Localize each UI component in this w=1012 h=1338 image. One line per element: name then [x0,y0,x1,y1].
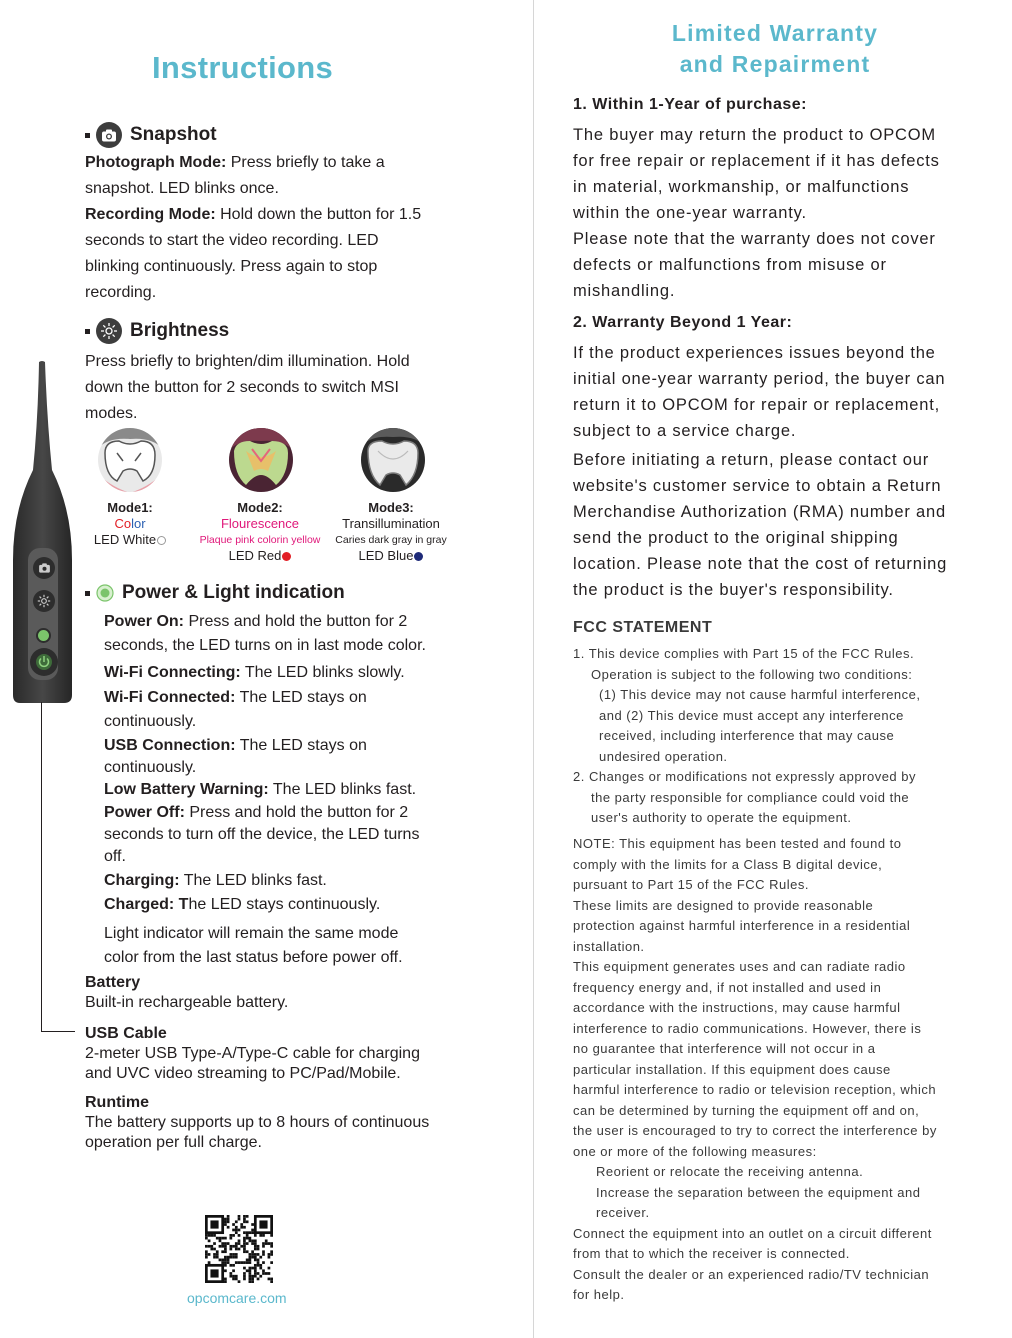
warranty-title: Limited Warranty and Repairment [671,20,879,77]
battery-section: Battery Built-in rechargeable battery. [85,974,289,1011]
camera-icon [38,563,51,573]
brightness-text: Press briefly to brighten/dim illumination. Hold down the button for 2 seconds to switch MSI modes. [85,353,410,422]
brightness-icon [37,594,51,608]
camera-icon [96,122,122,148]
led-indicator-icon [96,584,114,602]
mode3-tooth-image [360,427,426,493]
snapshot-text: Photograph Mode: Press briefly to take a snapshot. LED blinks once. Recording Mode: Hold down the button for 1.5 seconds to start the video recording. LED blinking continuously. Press again to stop recording. [85,154,422,301]
instructions-title: Instructions [152,50,334,85]
qr-code [205,1215,273,1283]
device-power-button [30,648,58,676]
power-heading [85,582,345,604]
warranty-2-text: If the product experiences issues beyond the initial one-year warranty period, the buyer can return it to OPCOM for repair or replacement, subject to a service charge. [573,344,946,440]
brightness-heading-text: Brightness [130,320,230,341]
usb-cable-section: USB Cable 2-meter USB Type-A/Type-C cable for charging and UVC video streaming to PC/Pad/Mobile. [85,1025,420,1082]
mode3-caption: Mode3: Transillumination Caries dark gray in gray LED Blue [335,500,447,563]
power-heading-text: Power & Light indication [122,582,345,603]
power-text: Power On: Press and hold the button for 2 seconds, the LED turns on in last mode color. Wi-Fi Connecting: The LED blinks slowly. Wi-Fi Connected: The LED stays on continuously. USB Connection: The LED stays on continuously. Low Battery Warning: The LED blinks fast. Power Off: Press and hold the button for 2 seconds to turn off the device, the LED turns off. Charging: The LED blinks fast. Charged: The LED stays continuously. Light indicator will remain the same mode color from the last status before power off. [104,613,426,966]
blue-led-dot [414,552,423,561]
website-url[interactable]: opcomcare.com [187,1290,287,1306]
red-led-dot [282,552,291,561]
bullet-icon [85,591,90,596]
power-icon [35,653,53,671]
fcc-note: NOTE: This equipment has been tested and found to comply with the limits for a Class B digital device, pursuant to Part 15 of the FCC Rules. These limits are designed to provide reasonable protection against harmful interference in a residential installation. This equipment generates uses and can radiate radio frequency energy and, if not installed and used in accordance with the instructions, may cause harmful interference to radio communications. However, there is no guarantee that interference will not occur in a particular installation. If this equipment does cause harmful interference to radio or television reception, which can be determined by turning the equipment off and on, the user is encouraged to try to correct the interference by one or more of the following measures: Reorient or relocate the receiving antenna. Increase the separation between the equipment and receiver. Connect the equipment into an outlet on a circuit different from that to which the receiver is connected. Consult the dealer or an experienced radio/TV technician for help. [573,836,937,1302]
brightness-heading [85,318,229,344]
mode2-caption: Mode2: Flourescence Plaque pink colorin yellow LED Red [199,500,321,563]
usb-cable-leader-line [41,702,42,1032]
runtime-section: Runtime The battery supports up to 8 hours of continuous operation per full charge. [85,1094,430,1151]
warranty-1-heading: 1. Within 1-Year of purchase: [573,96,807,113]
fcc-conditions: 1. This device complies with Part 15 of the FCC Rules. Operation is subject to the following two conditions: (1) This device may not cause harmful interference, and (2) This device must accept any interference received, including interference that may cause undesired operation. 2. Changes or modifications not expressly approved by the party responsible for compliance could void the user's authority to operate the equipment. [573,646,921,825]
bullet-icon [85,329,90,334]
bullet-icon [85,133,90,138]
mode1-tooth-image [97,427,163,493]
brightness-icon [96,318,122,344]
mode2-tooth-image [228,427,294,493]
device-brightness-button [33,590,55,612]
fcc-heading: FCC STATEMENT [573,619,713,636]
white-led-dot [157,536,166,545]
snapshot-heading [85,122,217,148]
warranty-1-text: The buyer may return the product to OPCOM for free repair or replacement if it has defects in material, workmanship, or malfunctions within the one-year warranty. Please note that the warranty does not cover defects or malfunctions from misuse or mishandling. [573,126,940,300]
column-divider [533,0,534,1338]
snapshot-heading-text: Snapshot [130,124,217,145]
device-camera-button [33,557,55,579]
device-led-indicator [38,630,49,641]
mode1-caption: Mode1: Color LED White [70,500,190,548]
warranty-2-heading: 2. Warranty Beyond 1 Year: [573,314,793,331]
usb-cable-leader-line [41,1031,75,1032]
return-instructions-text: Before initiating a return, please contact our website's customer service to obtain a Return Merchandise Authorization (RMA) number and send the product to the original shipping location. Please note that the cost of returning the product is the buyer's responsibility. [573,451,948,599]
